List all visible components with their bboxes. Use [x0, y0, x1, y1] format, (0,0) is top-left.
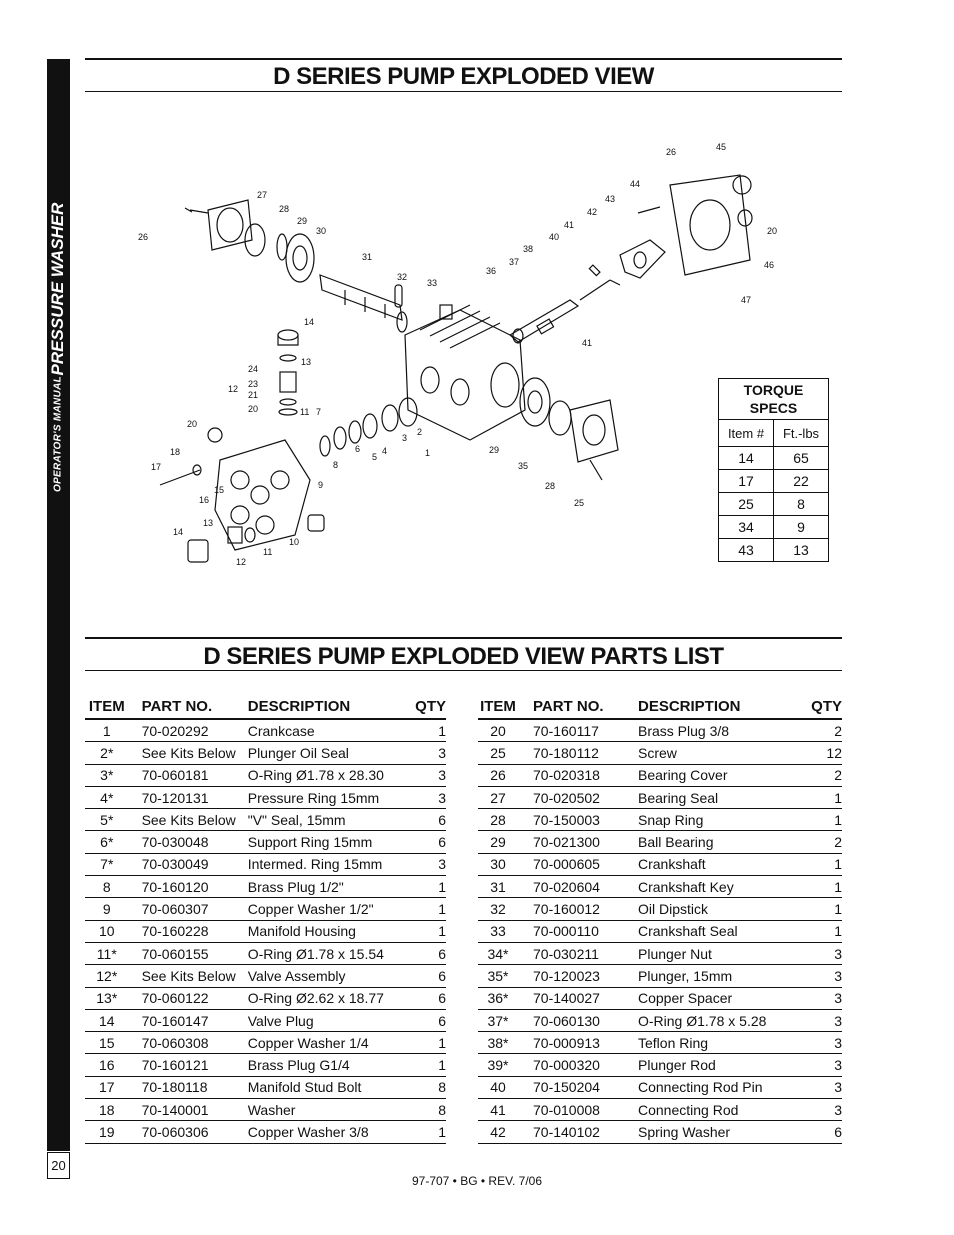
part-description: Manifold Stud Bolt	[236, 1076, 402, 1098]
part-qty: 6	[402, 809, 446, 831]
svg-text:31: 31	[362, 252, 373, 262]
svg-text:18: 18	[170, 447, 181, 457]
table-row	[478, 898, 842, 920]
part-description: O-Ring Ø2.62 x 18.77	[236, 987, 402, 1009]
table-row	[478, 809, 842, 831]
part-qty: 1	[795, 809, 842, 831]
svg-text:4: 4	[382, 446, 388, 456]
col-description: DESCRIPTION	[236, 694, 402, 719]
table-row	[85, 876, 446, 898]
part-number: 70-180112	[518, 742, 623, 764]
torque-item: 43	[719, 539, 774, 562]
item-number: 11*	[85, 942, 129, 964]
part-qty: 6	[402, 987, 446, 1009]
part-qty: 1	[402, 920, 446, 942]
part-qty: 3	[795, 942, 842, 964]
table-row	[85, 920, 446, 942]
part-description: Connecting Rod	[623, 1099, 795, 1121]
part-description: Spring Washer	[623, 1121, 795, 1143]
svg-text:29: 29	[489, 445, 500, 455]
part-number: 70-060307	[129, 898, 236, 920]
part-number: 70-140001	[129, 1099, 236, 1121]
col-item: ITEM	[478, 694, 518, 719]
svg-text:44: 44	[630, 179, 641, 189]
part-qty: 3	[795, 965, 842, 987]
item-number: 30	[478, 853, 518, 875]
svg-text:29: 29	[297, 216, 308, 226]
table-row	[85, 764, 446, 786]
svg-text:45: 45	[716, 142, 727, 152]
part-number: 70-020318	[518, 764, 623, 786]
part-number: 70-060130	[518, 1009, 623, 1031]
part-description: Teflon Ring	[623, 1032, 795, 1054]
part-number: See Kits Below	[129, 809, 236, 831]
part-description: Intermed. Ring 15mm	[236, 853, 402, 875]
part-qty: 3	[795, 1054, 842, 1076]
part-description: O-Ring Ø1.78 x 15.54	[236, 942, 402, 964]
svg-text:28: 28	[545, 481, 556, 491]
item-number: 7*	[85, 853, 129, 875]
table-row	[478, 965, 842, 987]
svg-text:3: 3	[402, 433, 408, 443]
table-row	[478, 786, 842, 808]
part-description: Brass Plug 1/2"	[236, 876, 402, 898]
table-row	[85, 853, 446, 875]
table-row	[478, 876, 842, 898]
exploded-view-diagram	[140, 140, 800, 580]
part-qty: 3	[795, 1076, 842, 1098]
part-number: 70-000320	[518, 1054, 623, 1076]
part-description: Crankshaft Seal	[623, 920, 795, 942]
col-part-no: PART NO.	[518, 694, 623, 719]
svg-text:37: 37	[509, 257, 520, 267]
part-description: Manifold Housing	[236, 920, 402, 942]
torque-item: 25	[719, 493, 774, 516]
part-qty: 3	[402, 853, 446, 875]
svg-text:35: 35	[518, 461, 529, 471]
svg-text:17: 17	[151, 462, 162, 472]
part-number: 70-160228	[129, 920, 236, 942]
part-description: Copper Washer 1/4	[236, 1032, 402, 1054]
table-row	[85, 1009, 446, 1031]
footer-revision: 97-707 • BG • REV. 7/06	[411, 1174, 543, 1188]
item-number: 38*	[478, 1032, 518, 1054]
item-number: 1	[85, 719, 129, 742]
part-number: 70-160147	[129, 1009, 236, 1031]
part-number: 70-160117	[518, 719, 623, 742]
svg-text:14: 14	[173, 527, 184, 537]
table-row	[478, 1076, 842, 1098]
svg-text:21: 21	[248, 390, 259, 400]
table-row	[85, 809, 446, 831]
svg-text:40: 40	[549, 232, 560, 242]
part-qty: 2	[795, 831, 842, 853]
table-row	[478, 1032, 842, 1054]
part-number: 70-020502	[518, 786, 623, 808]
item-number: 37*	[478, 1009, 518, 1031]
svg-text:42: 42	[587, 207, 598, 217]
svg-text:6: 6	[355, 444, 361, 454]
part-number: 70-180118	[129, 1076, 236, 1098]
part-qty: 3	[402, 764, 446, 786]
part-number: 70-000605	[518, 853, 623, 875]
torque-row	[719, 447, 829, 470]
part-qty: 2	[795, 764, 842, 786]
table-row	[478, 831, 842, 853]
part-description: Brass Plug 3/8	[623, 719, 795, 742]
part-number: 70-000913	[518, 1032, 623, 1054]
item-number: 18	[85, 1099, 129, 1121]
torque-col-value: Ft.-lbs	[774, 420, 829, 447]
item-number: 33	[478, 920, 518, 942]
part-number: 70-060306	[129, 1121, 236, 1143]
svg-text:11: 11	[263, 547, 273, 557]
table-row	[85, 1121, 446, 1143]
svg-text:41: 41	[564, 220, 575, 230]
torque-value: 8	[774, 493, 829, 516]
svg-text:1: 1	[425, 448, 431, 458]
svg-text:8: 8	[333, 460, 339, 470]
svg-text:12: 12	[228, 384, 239, 394]
torque-value: 9	[774, 516, 829, 539]
table-row	[85, 1099, 446, 1121]
table-row	[478, 987, 842, 1009]
table-row	[478, 1121, 842, 1143]
col-qty: QTY	[795, 694, 842, 719]
part-description: Support Ring 15mm	[236, 831, 402, 853]
part-qty: 1	[795, 786, 842, 808]
part-number: See Kits Below	[129, 965, 236, 987]
part-number: 70-030048	[129, 831, 236, 853]
part-description: Brass Plug G1/4	[236, 1054, 402, 1076]
table-row	[85, 1076, 446, 1098]
item-number: 14	[85, 1009, 129, 1031]
torque-value: 65	[774, 447, 829, 470]
svg-text:33: 33	[427, 278, 438, 288]
table-row	[478, 719, 842, 742]
svg-text:12: 12	[236, 557, 247, 567]
item-number: 19	[85, 1121, 129, 1143]
item-number: 28	[478, 809, 518, 831]
svg-text:26: 26	[138, 232, 149, 242]
part-qty: 1	[795, 920, 842, 942]
part-qty: 6	[402, 942, 446, 964]
item-number: 36*	[478, 987, 518, 1009]
item-number: 4*	[85, 786, 129, 808]
svg-text:9: 9	[318, 480, 324, 490]
table-row	[85, 965, 446, 987]
sidebar-brand: PRESSURE WASHER	[48, 202, 67, 376]
svg-text:24: 24	[248, 364, 259, 374]
torque-row	[719, 470, 829, 493]
part-number: 70-030049	[129, 853, 236, 875]
item-number: 42	[478, 1121, 518, 1143]
torque-specs-title: TORQUE SPECS	[719, 379, 829, 420]
svg-text:7: 7	[316, 407, 322, 417]
part-description: Ball Bearing	[623, 831, 795, 853]
item-number: 25	[478, 742, 518, 764]
svg-text:38: 38	[523, 244, 534, 254]
table-row	[478, 1099, 842, 1121]
part-number: 70-021300	[518, 831, 623, 853]
part-number: 70-020292	[129, 719, 236, 742]
part-description: O-Ring Ø1.78 x 28.30	[236, 764, 402, 786]
sidebar-band	[47, 59, 70, 1151]
svg-text:11: 11	[300, 407, 310, 417]
torque-item: 17	[719, 470, 774, 493]
parts-table-left	[85, 694, 446, 1144]
svg-text:15: 15	[214, 485, 225, 495]
torque-value: 22	[774, 470, 829, 493]
part-description: Copper Washer 3/8	[236, 1121, 402, 1143]
item-number: 9	[85, 898, 129, 920]
svg-text:5: 5	[372, 452, 378, 462]
part-description: Plunger, 15mm	[623, 965, 795, 987]
svg-text:20: 20	[248, 404, 259, 414]
part-qty: 3	[402, 786, 446, 808]
svg-text:14: 14	[304, 317, 315, 327]
table-row	[85, 1054, 446, 1076]
item-number: 5*	[85, 809, 129, 831]
part-description: Crankshaft Key	[623, 876, 795, 898]
part-qty: 3	[402, 742, 446, 764]
table-row	[478, 942, 842, 964]
part-number: 70-060308	[129, 1032, 236, 1054]
item-number: 10	[85, 920, 129, 942]
part-description: Washer	[236, 1099, 402, 1121]
part-description: Plunger Rod	[623, 1054, 795, 1076]
part-qty: 3	[795, 1099, 842, 1121]
part-qty: 1	[402, 898, 446, 920]
part-number: 70-160120	[129, 876, 236, 898]
parts-table-right	[478, 694, 842, 1144]
part-qty: 8	[402, 1099, 446, 1121]
svg-text:16: 16	[199, 495, 210, 505]
svg-text:10: 10	[289, 537, 300, 547]
part-number: 70-120131	[129, 786, 236, 808]
sidebar-manual: OPERATOR'S MANUAL	[52, 376, 64, 492]
col-description: DESCRIPTION	[623, 694, 795, 719]
part-number: 70-060181	[129, 764, 236, 786]
torque-item: 14	[719, 447, 774, 470]
part-description: Bearing Cover	[623, 764, 795, 786]
table-row	[85, 898, 446, 920]
item-number: 34*	[478, 942, 518, 964]
part-description: Snap Ring	[623, 809, 795, 831]
table-row	[478, 742, 842, 764]
table-row	[85, 831, 446, 853]
diagram-part-labels	[138, 142, 777, 567]
part-number: 70-160121	[129, 1054, 236, 1076]
part-qty: 1	[402, 1121, 446, 1143]
item-number: 32	[478, 898, 518, 920]
page-number: 20	[47, 1152, 70, 1179]
table-row	[478, 920, 842, 942]
col-part-no: PART NO.	[129, 694, 236, 719]
part-number: 70-120023	[518, 965, 623, 987]
part-description: Crankcase	[236, 719, 402, 742]
part-number: 70-150204	[518, 1076, 623, 1098]
col-item: ITEM	[85, 694, 129, 719]
part-qty: 6	[795, 1121, 842, 1143]
item-number: 16	[85, 1054, 129, 1076]
item-number: 15	[85, 1032, 129, 1054]
part-qty: 1	[795, 898, 842, 920]
part-qty: 3	[795, 1032, 842, 1054]
torque-item: 34	[719, 516, 774, 539]
svg-text:30: 30	[316, 226, 327, 236]
table-row	[85, 786, 446, 808]
item-number: 29	[478, 831, 518, 853]
part-qty: 1	[402, 1032, 446, 1054]
part-number: 70-140102	[518, 1121, 623, 1143]
part-number: 70-060122	[129, 987, 236, 1009]
svg-text:47: 47	[741, 295, 752, 305]
part-number: 70-150003	[518, 809, 623, 831]
svg-text:20: 20	[187, 419, 198, 429]
torque-row	[719, 493, 829, 516]
part-description: Plunger Oil Seal	[236, 742, 402, 764]
part-qty: 3	[795, 987, 842, 1009]
svg-text:32: 32	[397, 272, 408, 282]
part-qty: 12	[795, 742, 842, 764]
part-qty: 6	[402, 1009, 446, 1031]
svg-text:13: 13	[301, 357, 312, 367]
part-qty: 6	[402, 831, 446, 853]
svg-text:13: 13	[203, 518, 214, 528]
part-description: Oil Dipstick	[623, 898, 795, 920]
part-number: See Kits Below	[129, 742, 236, 764]
item-number: 2*	[85, 742, 129, 764]
col-qty: QTY	[402, 694, 446, 719]
part-description: Copper Spacer	[623, 987, 795, 1009]
item-number: 8	[85, 876, 129, 898]
table-row	[85, 1032, 446, 1054]
part-qty: 6	[402, 965, 446, 987]
part-number: 70-160012	[518, 898, 623, 920]
item-number: 31	[478, 876, 518, 898]
parts-list-title: D SERIES PUMP EXPLODED VIEW PARTS LIST	[85, 637, 842, 671]
svg-text:46: 46	[764, 260, 775, 270]
part-description: Pressure Ring 15mm	[236, 786, 402, 808]
item-number: 26	[478, 764, 518, 786]
item-number: 17	[85, 1076, 129, 1098]
part-qty: 1	[795, 876, 842, 898]
part-description: Screw	[623, 742, 795, 764]
torque-row	[719, 516, 829, 539]
part-description: Bearing Seal	[623, 786, 795, 808]
item-number: 12*	[85, 965, 129, 987]
svg-text:2: 2	[417, 427, 423, 437]
part-description: Valve Assembly	[236, 965, 402, 987]
torque-specs-table	[718, 378, 829, 562]
item-number: 3*	[85, 764, 129, 786]
svg-text:27: 27	[257, 190, 268, 200]
svg-text:25: 25	[574, 498, 585, 508]
table-row	[478, 1054, 842, 1076]
part-description: Valve Plug	[236, 1009, 402, 1031]
table-row	[478, 853, 842, 875]
table-row	[85, 742, 446, 764]
part-qty: 2	[795, 719, 842, 742]
item-number: 35*	[478, 965, 518, 987]
item-number: 6*	[85, 831, 129, 853]
part-description: Connecting Rod Pin	[623, 1076, 795, 1098]
table-row	[85, 719, 446, 742]
part-number: 70-010008	[518, 1099, 623, 1121]
torque-value: 13	[774, 539, 829, 562]
table-row	[478, 764, 842, 786]
part-description: "V" Seal, 15mm	[236, 809, 402, 831]
part-qty: 8	[402, 1076, 446, 1098]
table-row	[478, 1009, 842, 1031]
item-number: 40	[478, 1076, 518, 1098]
table-row	[85, 987, 446, 1009]
item-number: 13*	[85, 987, 129, 1009]
part-description: Crankshaft	[623, 853, 795, 875]
part-qty: 3	[795, 1009, 842, 1031]
part-description: O-Ring Ø1.78 x 5.28	[623, 1009, 795, 1031]
svg-text:20: 20	[767, 226, 778, 236]
table-row	[85, 942, 446, 964]
part-number: 70-140027	[518, 987, 623, 1009]
part-number: 70-020604	[518, 876, 623, 898]
part-number: 70-030211	[518, 942, 623, 964]
svg-text:28: 28	[279, 204, 290, 214]
item-number: 27	[478, 786, 518, 808]
svg-text:26: 26	[666, 147, 677, 157]
svg-text:23: 23	[248, 379, 259, 389]
exploded-view-title: D SERIES PUMP EXPLODED VIEW	[85, 58, 842, 92]
part-qty: 1	[795, 853, 842, 875]
svg-text:41: 41	[582, 338, 593, 348]
part-qty: 1	[402, 876, 446, 898]
part-description: Plunger Nut	[623, 942, 795, 964]
part-qty: 1	[402, 719, 446, 742]
torque-col-item: Item #	[719, 420, 774, 447]
part-number: 70-060155	[129, 942, 236, 964]
part-number: 70-000110	[518, 920, 623, 942]
svg-text:43: 43	[605, 194, 616, 204]
part-qty: 1	[402, 1054, 446, 1076]
torque-row	[719, 539, 829, 562]
item-number: 39*	[478, 1054, 518, 1076]
item-number: 41	[478, 1099, 518, 1121]
svg-text:36: 36	[486, 266, 497, 276]
item-number: 20	[478, 719, 518, 742]
part-description: Copper Washer 1/2"	[236, 898, 402, 920]
